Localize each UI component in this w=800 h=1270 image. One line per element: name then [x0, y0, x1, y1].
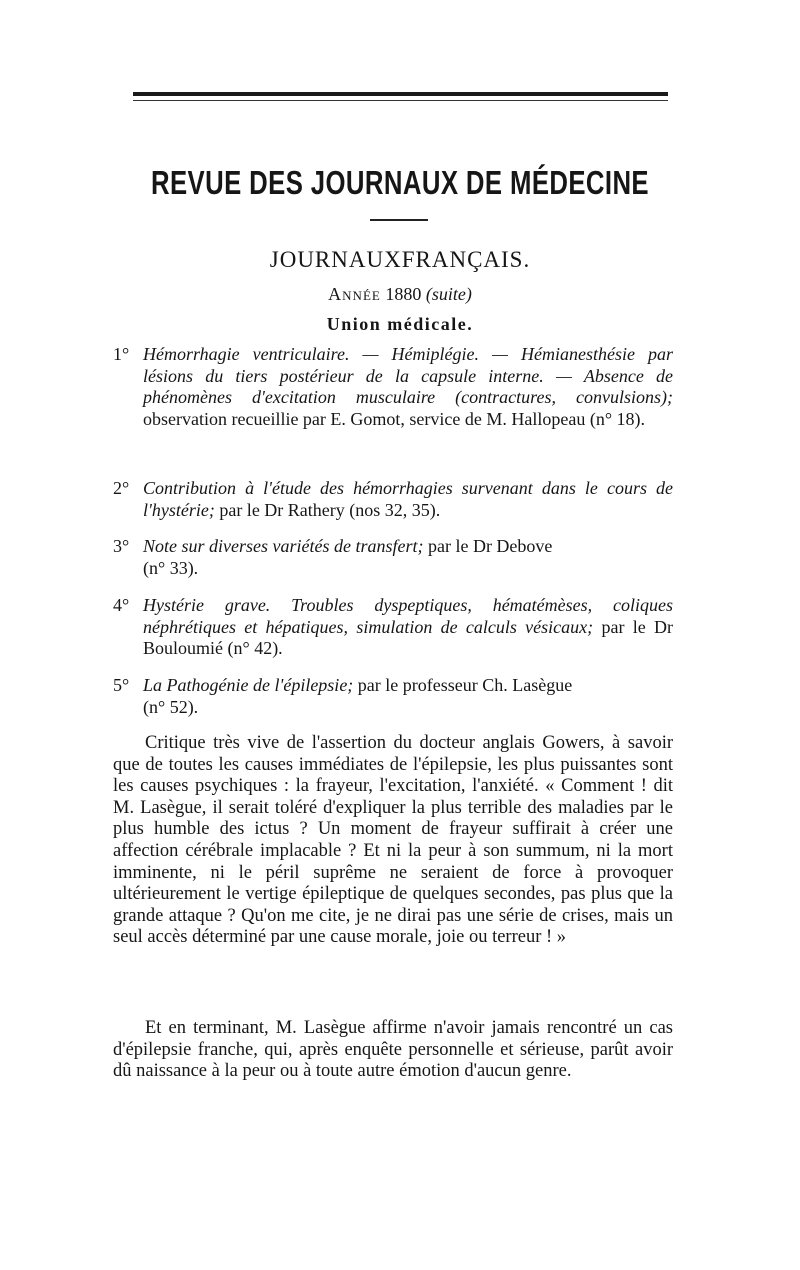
year-value: 1880: [385, 284, 422, 304]
entry-title: Note sur diverses variétés de transfert;: [143, 536, 424, 556]
section-title: JOURNAUXFRANÇAIS.: [269, 247, 531, 272]
entry-reference: (n° 52).: [143, 696, 199, 717]
entry-number: 1°: [113, 344, 130, 364]
entry-number: 3°: [113, 536, 130, 556]
entry-body: [143, 536, 673, 579]
entry-3: [113, 536, 673, 579]
year-line: [0, 284, 800, 305]
year-label: Année: [328, 284, 381, 304]
entry-title: Hémorrhagie ventriculaire. — Hémiplégie. — Hémianesthésie par lésions du tiers postérieur de la capsule interne. — Absence de phénomènes d'excitation musculaire (contractures, convulsions);: [143, 344, 673, 407]
entry-2: [113, 478, 673, 521]
entry-details: par le Dr Rathery (nos 32, 35).: [219, 499, 441, 520]
title-divider: [370, 219, 428, 221]
entry-body: [143, 478, 673, 521]
entry-1: [113, 344, 673, 430]
entry-details: par le professeur Ch. Lasègue: [357, 675, 573, 695]
entry-body: [143, 344, 673, 430]
entry-details: par le Dr Bouloumié (n° 42).: [143, 616, 674, 658]
entry-title: La Pathogénie de l'épilepsie;: [143, 675, 354, 695]
entry-details: observation recueillie par E. Gomot, service de M. Hallopeau (n° 18).: [143, 408, 646, 429]
entry-body: [143, 595, 673, 660]
entry-title: Hystérie grave. Troubles dyspeptiques, hématémèses, coliques néphrétiques et hépatiques, simulation de calculs vésicaux;: [143, 595, 673, 637]
entry-number: 2°: [113, 478, 130, 498]
entry-number: 4°: [113, 595, 130, 615]
body-paragraph: Et en terminant, M. Lasègue affirme n'avoir jamais rencontré un cas d'épilepsie franche, qui, après enquête personnelle et sérieuse, parût avoir dû naissance à la peur ou à toute autre émotion d'aucun genre.: [113, 1018, 673, 1082]
year-note: (suite): [425, 284, 472, 304]
top-rule: [133, 92, 668, 96]
entry-4: [113, 595, 673, 660]
entry-5: [113, 675, 673, 718]
journal-name: Union médicale.: [326, 314, 474, 334]
entry-title: Contribution à l'étude des hémorrhagies survenant dans le cours de l'hystérie;: [143, 478, 673, 520]
body-paragraph: Critique très vive de l'assertion du docteur anglais Gowers, à savoir que de toutes les causes immédiates de l'épilepsie, les plus puissantes sont les causes psychiques : la frayeur, l'excitation, l'anxiété. « Comment ! dit M. Lasègue, il serait toléré d'expliquer la plus terrible des maladies par le plus humble des ictus ? Un moment de frayeur suffirait à créer une affection cérébrale implacable ? Et ni la peur à son summum, ni la mort imminente, ni le péril suprême ne seraient de force à provoquer ultérieurement le vertige épileptique de quelques secondes, pas plus que la grande attaque ? Qu'on me cite, je ne dirai pas une série de crises, mais un seul accès déterminé par une cause morale, joie ou terreur ! »: [113, 733, 673, 948]
entry-number: 5°: [113, 675, 130, 695]
main-title: REVUE DES JOURNAUX DE MÉDECINE: [150, 164, 649, 201]
entry-body: [143, 675, 673, 718]
entry-details: par le Dr Debove: [427, 536, 553, 556]
entry-reference: (n° 33).: [143, 557, 199, 578]
